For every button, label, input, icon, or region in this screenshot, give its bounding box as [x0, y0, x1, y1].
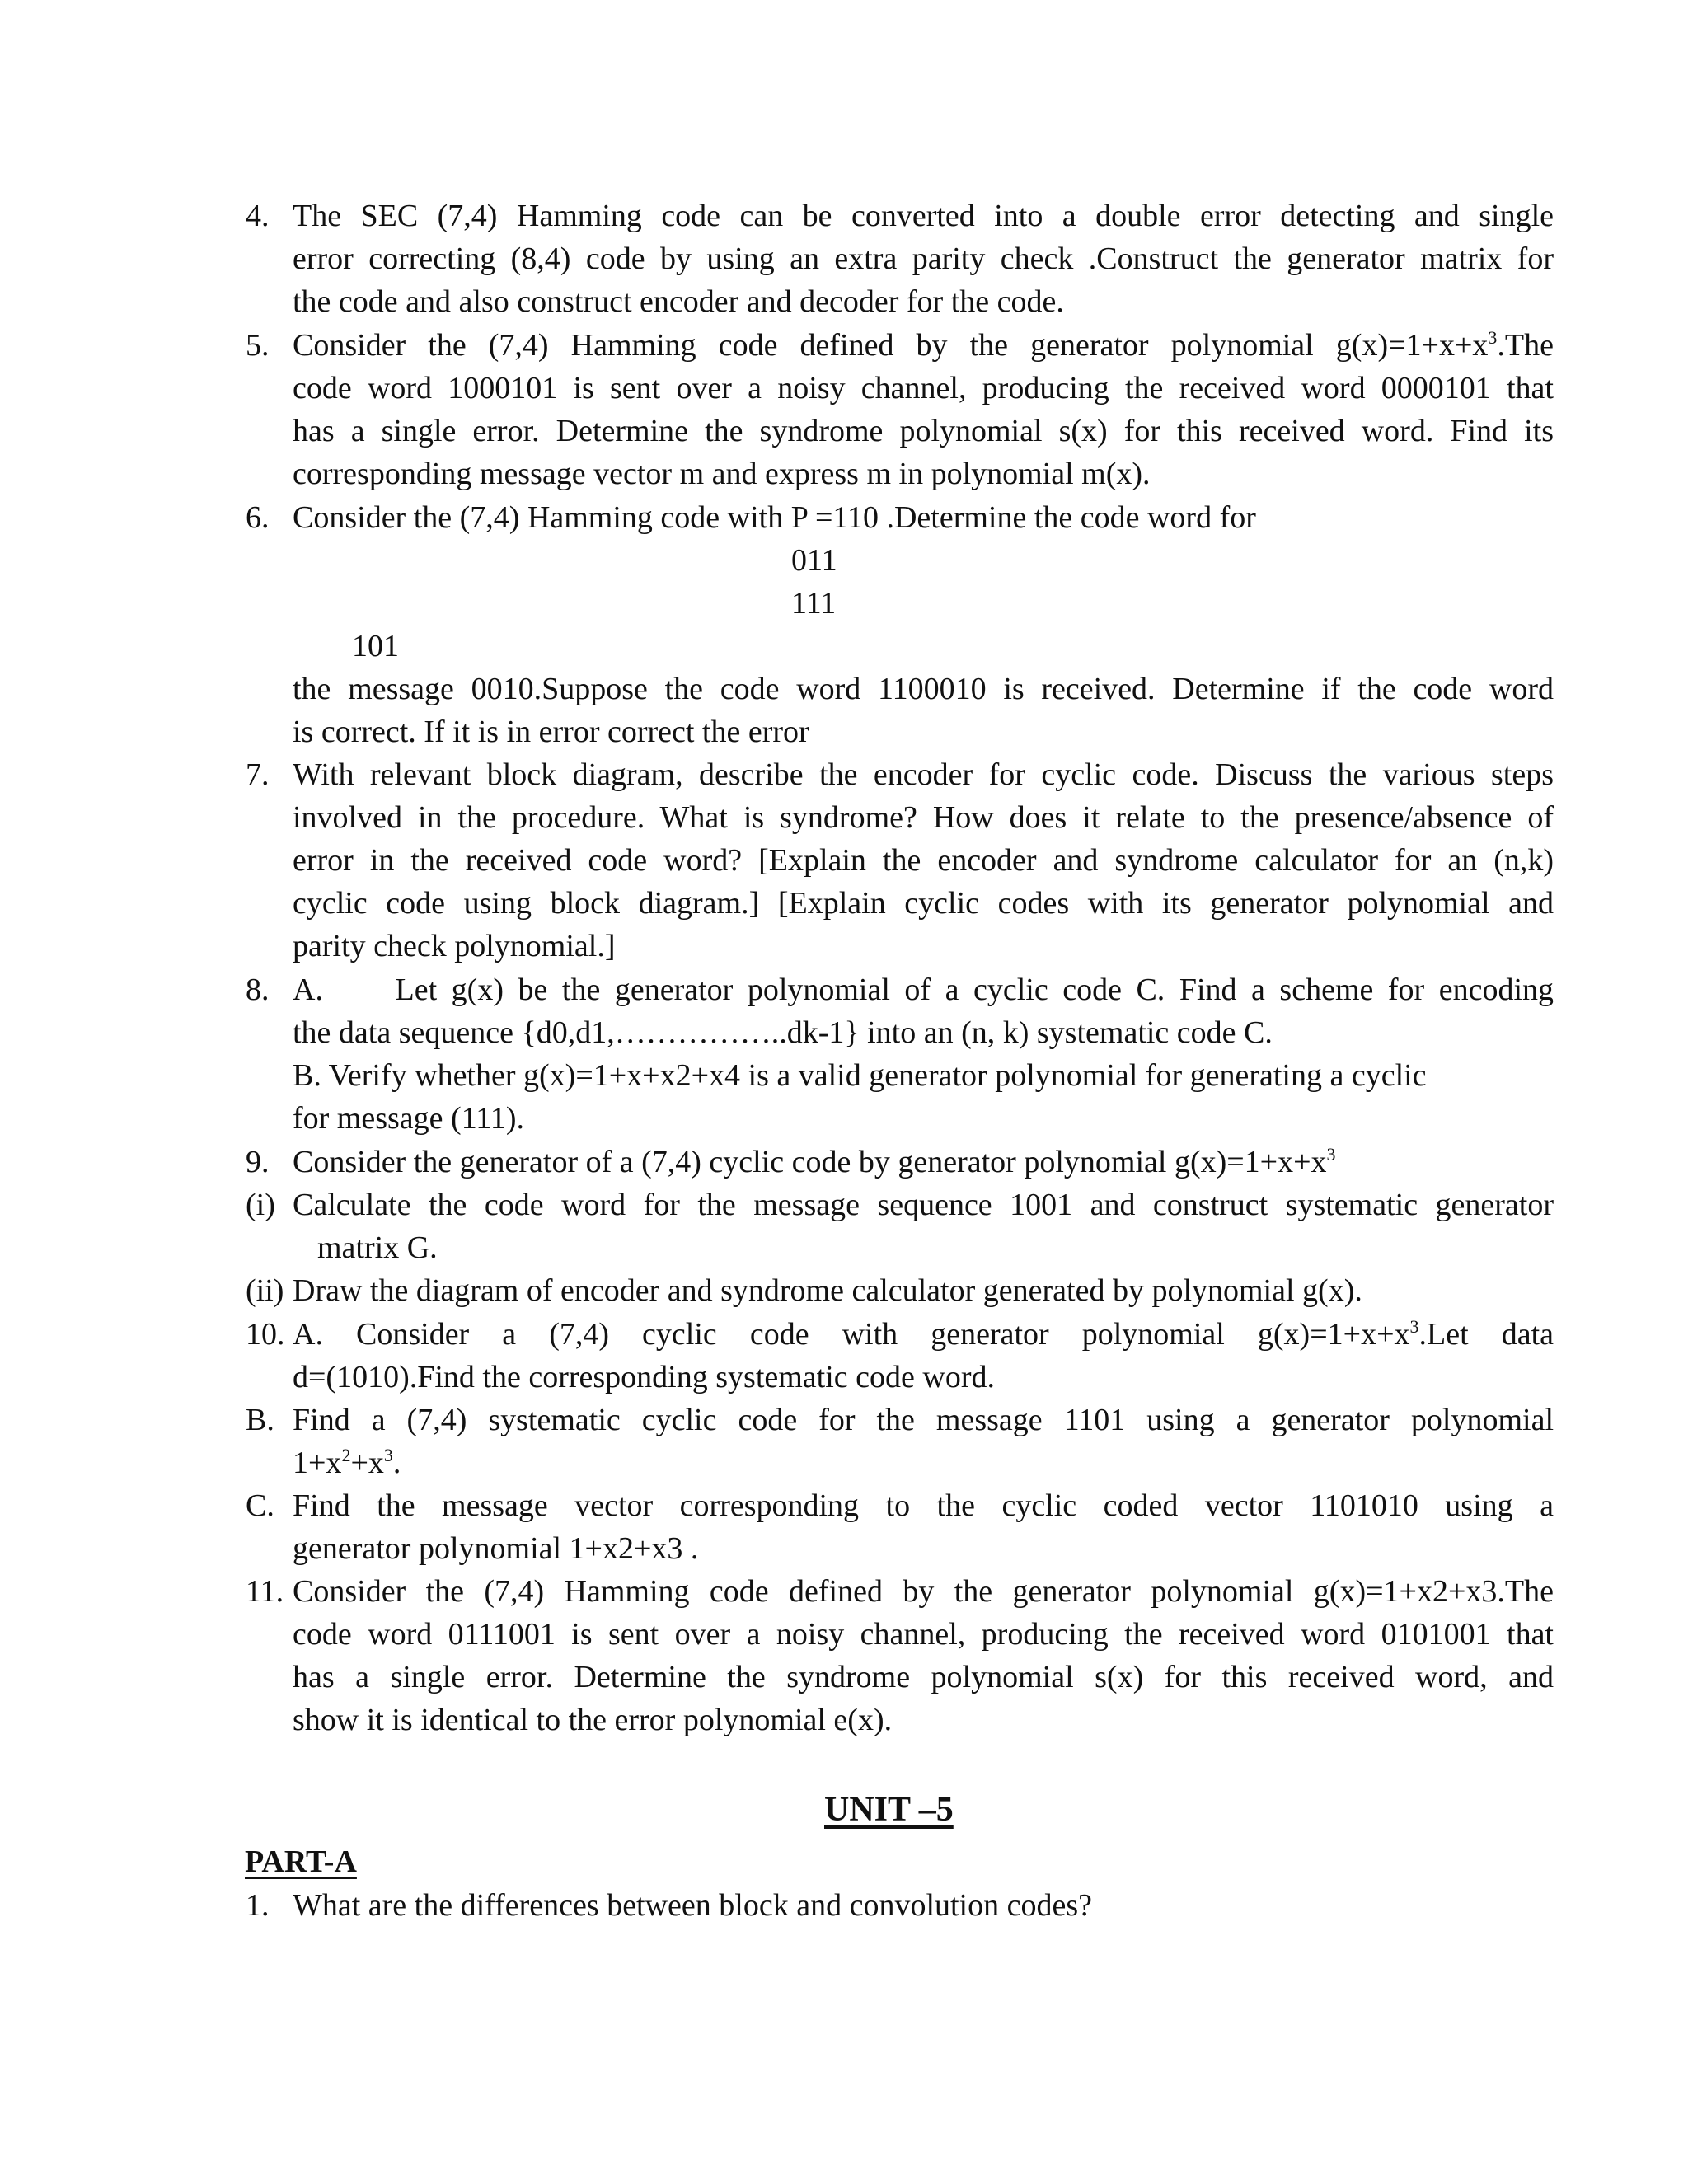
text-line: show it is identical to the error polynomial e(x).	[293, 1703, 893, 1737]
question-number: 4.	[246, 199, 270, 233]
question-number: 10.	[246, 1317, 285, 1352]
text-line: code word 1000101 is sent over a noisy channel, producing the received word 0000101 that	[293, 371, 1554, 405]
question-9	[246, 1141, 1554, 1183]
text-fragment: +x	[350, 1446, 384, 1480]
text-line: Consider the (7,4) Hamming code defined by the generator polynomial g(x)=1+x2+x3.The	[293, 1574, 1554, 1609]
text-line: the code and also construct encoder and decoder for the code.	[293, 284, 1064, 319]
text-line: With relevant block diagram, describe the encoder for cyclic code. Discuss the various steps	[293, 757, 1554, 792]
matrix-row: 111	[791, 586, 837, 621]
question-4	[246, 194, 1554, 323]
text-line: error in the received code word? [Explain the encoder and syndrome calculator for an (n,k)	[293, 843, 1554, 878]
matrix-row: 011	[791, 543, 837, 578]
question-number: 1.	[246, 1888, 270, 1923]
text-line: Find a (7,4) systematic cyclic code for the message 1101 using a generator polynomial	[293, 1403, 1554, 1437]
text-fragment: Consider the (7,4) Hamming code defined by the generator polynomial g(x)=1+x+x	[293, 328, 1489, 363]
sub-question-number: (i)	[246, 1188, 275, 1222]
text-line: Consider the (7,4) Hamming code with P =110 .Determine the code word for	[293, 500, 1256, 535]
text-line: The SEC (7,4) Hamming code can be converted into a double error detecting and single	[293, 199, 1554, 233]
question-number: 7.	[246, 757, 270, 792]
text-line: involved in the procedure. What is syndrome? How does it relate to the presence/absence of	[293, 800, 1554, 835]
text-line: parity check polynomial.]	[293, 929, 616, 963]
superscript: 3	[1488, 327, 1498, 348]
text-line: matrix G.	[317, 1230, 438, 1265]
text-line: for message (111).	[293, 1101, 525, 1136]
text-fragment: Consider the generator of a (7,4) cyclic code by generator polynomial g(x)=1+x+x	[293, 1145, 1327, 1179]
matrix-row: 101	[352, 629, 399, 663]
unit-heading: UNIT –5	[824, 1791, 954, 1829]
text-line: What are the differences between block and convolution codes?	[293, 1888, 1093, 1923]
text-line: is correct. If it is in error correct the error	[293, 715, 809, 749]
question-6-continued	[293, 668, 1554, 753]
text-line: error correcting (8,4) code by using an extra parity check .Construct the generator matrix for	[293, 241, 1554, 276]
text-line: has a single error. Determine the syndrome polynomial s(x) for this received word. Find its	[293, 414, 1554, 448]
question-number: 9.	[246, 1145, 270, 1179]
part-heading: PART-A	[245, 1844, 357, 1879]
text-line: corresponding message vector m and express m in polynomial m(x).	[293, 457, 1151, 491]
text-fragment: A. Consider a (7,4) cyclic code with generator polynomial g(x)=1+x+x	[293, 1317, 1410, 1352]
text-line: A. Let g(x) be the generator polynomial of a cyclic code C. Find a scheme for encoding	[293, 972, 1554, 1007]
superscript: 2	[341, 1445, 351, 1465]
text-line: code word 0111001 is sent over a noisy channel, producing the received word 0101001 that	[293, 1617, 1554, 1652]
superscript: 3	[383, 1445, 393, 1465]
part-a-question-1	[246, 1884, 1554, 1927]
text-line	[293, 1141, 1554, 1183]
question-10-part-c	[246, 1484, 1554, 1570]
text-line: cyclic code using block diagram.] [Explain cyclic codes with its generator polynomial and	[293, 886, 1554, 921]
text-line: Find the message vector corresponding to the cyclic coded vector 1101010 using a	[293, 1488, 1554, 1523]
text-fragment: .	[392, 1446, 401, 1480]
text-line	[293, 1441, 1554, 1484]
superscript: 3	[1409, 1316, 1419, 1337]
text-fragment: .The	[1497, 328, 1554, 363]
question-number: 6.	[246, 500, 270, 535]
sub-question-label: C.	[246, 1488, 274, 1523]
question-number: 5.	[246, 328, 270, 363]
text-line: generator polynomial 1+x2+x3 .	[293, 1531, 699, 1566]
question-10-part-b	[246, 1399, 1554, 1484]
superscript: 3	[1326, 1144, 1336, 1165]
text-line: d=(1010).Find the corresponding systematic code word.	[293, 1360, 995, 1394]
question-7	[246, 753, 1554, 968]
text-line: the message 0010.Suppose the code word 1100010 is received. Determine if the code word	[293, 672, 1554, 706]
text-line	[293, 324, 1554, 367]
question-number: 11.	[246, 1574, 284, 1609]
sub-question-label: B.	[246, 1403, 274, 1437]
question-6	[246, 496, 1554, 539]
text-line	[293, 1313, 1554, 1356]
question-number: 8.	[246, 972, 270, 1007]
text-fragment: 1+x	[293, 1446, 342, 1480]
text-line: has a single error. Determine the syndrome polynomial s(x) for this received word, and	[293, 1660, 1554, 1694]
question-8	[246, 968, 1554, 1140]
text-fragment: .Let data	[1418, 1317, 1554, 1352]
text-line: B. Verify whether g(x)=1+x+x2+x4 is a valid generator polynomial for generating a cyclic	[293, 1058, 1427, 1093]
text-line: the data sequence {d0,d1,……………..dk-1} into an (n, k) systematic code C.	[293, 1015, 1273, 1050]
text-line: Draw the diagram of encoder and syndrome calculator generated by polynomial g(x).	[293, 1273, 1362, 1308]
question-11	[246, 1570, 1554, 1741]
sub-question-number: (ii)	[246, 1273, 284, 1308]
question-10-part-a	[246, 1313, 1554, 1399]
question-9-part-ii	[246, 1269, 1554, 1312]
question-5	[246, 324, 1554, 495]
text-line: Calculate the code word for the message sequence 1001 and construct systematic generator	[293, 1188, 1554, 1222]
question-9-part-i	[246, 1183, 1554, 1269]
